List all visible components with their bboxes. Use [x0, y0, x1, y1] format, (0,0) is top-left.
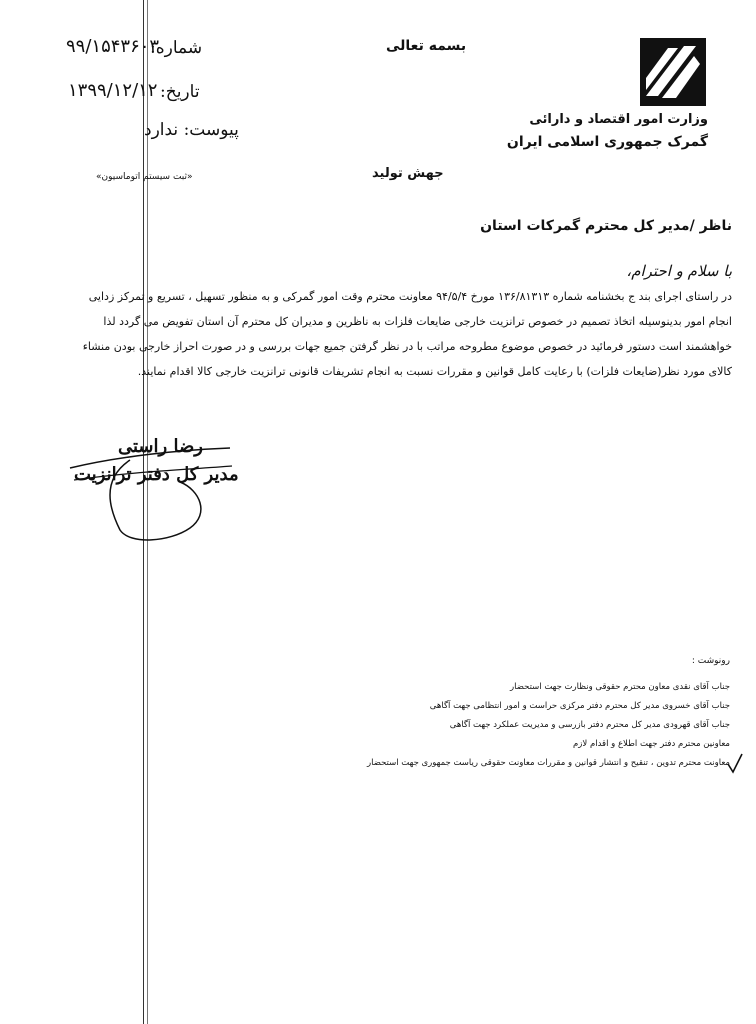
org-customs-name: گمرک جمهوری اسلامی ایران — [506, 134, 708, 150]
number-value: ۹۹/۱۵۴۳۶۰۳ — [66, 36, 160, 57]
attachment-label: پیوست: — [183, 120, 239, 140]
cc-item: جناب آقای قهرودی مدیر کل محترم دفتر بازرسی و مدیریت عملکرد جهت آگاهی — [449, 720, 730, 730]
cc-item: جناب آقای خسروی مدیر کل محترم دفتر مرکزی حراست و امور انتظامی جهت آگاهی — [429, 701, 730, 711]
attachment-value: ندارد — [144, 120, 179, 140]
cc-item: معاونین محترم دفتر جهت اطلاع و اقدام لازم — [573, 739, 730, 749]
org-ministry-name: وزارت امور اقتصاد و دارائی — [529, 112, 708, 127]
number-label: شماره: — [150, 38, 203, 58]
checkmark-icon — [726, 752, 744, 774]
customs-logo-icon — [638, 36, 708, 108]
registration-note: «ثبت سیستم اتوماسیون» — [96, 172, 193, 182]
body-line: در راستای اجرای بند ج بخشنامه شماره ۱۳۶/۸۱۳۱۳ مورخ ۹۴/۵/۴ معاونت محترم وقت امور گمرکی و به منظور تسهیل ، تسریع و تمرکز زدایی — [88, 290, 732, 303]
body-line: خواهشمند است دستور فرمائید در خصوص موضوع مطروحه مراتب با در نظر گرفتن جمیع جهات بررسی و در صورت احراز خارجی بودن منشاء — [82, 340, 732, 353]
signatory-name: رضا راستی — [118, 436, 203, 457]
date-label: تاریخ: — [160, 82, 200, 102]
bismillah-heading: بسمه تعالی — [386, 38, 467, 54]
attachment-row — [144, 120, 239, 140]
letter-body — [64, 284, 732, 384]
cc-list — [367, 678, 730, 773]
year-slogan: جهش تولید — [372, 166, 444, 181]
addressee-line: ناظر /مدیر کل محترم گمرکات استان — [480, 218, 732, 234]
cc-item: جناب آقای نقدی معاون محترم حقوقی ونظارت جهت استحضار — [510, 682, 730, 692]
cc-item: معاونت محترم تدوین ، تنقیح و انتشار قوانین و مقررات معاونت حقوقی ریاست جمهوری جهت استحضار — [367, 758, 730, 768]
body-line: انجام امور بدینوسیله اتخاذ تصمیم در خصوص ترانزیت خارجی ضایعات فلزات به ناظرین و مدیران کل محترم آن استان تفویض می گردد لذا — [103, 315, 732, 328]
date-value: ۱۳۹۹/۱۲/۱۲ — [68, 80, 158, 101]
cc-title: رونوشت : — [691, 656, 730, 666]
body-line: کالای مورد نظر(ضایعات فلزات) با رعایت کامل قوانین و مقررات نسبت به انجام تشریفات قانونی ترانزیت خارجی کالا اقدام نمایند. — [137, 365, 732, 378]
greeting-line: با سلام و احترام، — [626, 262, 732, 280]
signatory-title: مدیر کل دفتر ترانزیت — [74, 464, 239, 485]
